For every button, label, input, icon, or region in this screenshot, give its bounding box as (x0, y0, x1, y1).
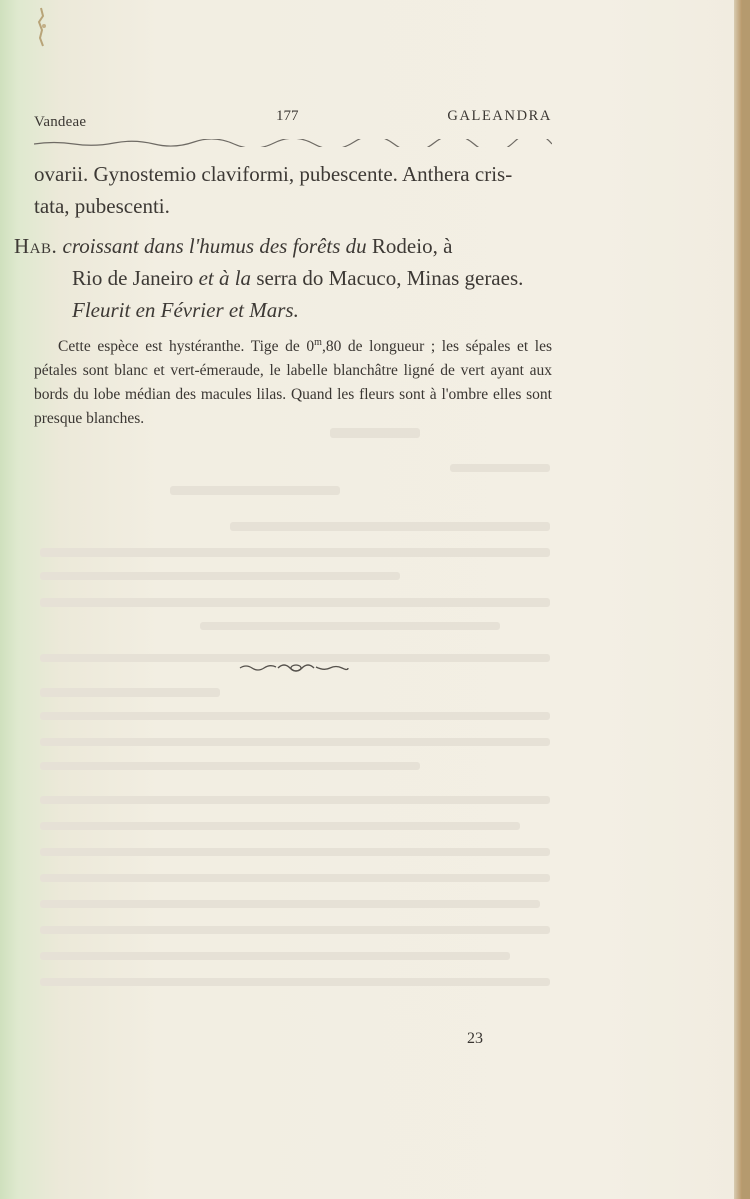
ink-stain-mark (30, 6, 52, 50)
habitat-label: Hab. (14, 234, 58, 258)
habitat-paragraph (14, 230, 554, 326)
note-text-1: Cette espèce est hystéranthe. Tige de 0 (58, 338, 315, 356)
running-head-genus: GALEANDRA (447, 108, 552, 124)
running-head (34, 104, 552, 130)
running-head-section: Vandeae (34, 114, 87, 130)
habitat-text-italic-2: et à la (198, 266, 252, 290)
habitat-locality-1: Rodeio, à (371, 234, 453, 258)
habitat-text-italic-1: croissant dans l'humus des forêts du (57, 234, 372, 258)
description-line-2: tata, pubescenti. (34, 194, 170, 218)
note-superscript: m (314, 337, 322, 348)
running-head-folio: 177 (276, 108, 299, 124)
habitat-locality-3: serra do Macuco, Minas geraes. (251, 266, 524, 290)
fleuron-ornament (238, 661, 350, 675)
flowering-period: Fleurit en Février et Mars. (72, 298, 299, 322)
header-rule (34, 139, 552, 147)
page-edge (734, 0, 742, 1199)
description-line-1: ovarii. Gynostemio claviformi, pubescente. Anthera cris- (34, 162, 513, 186)
description-continuation (34, 158, 554, 222)
note-text-2: ,80 de longueur ; les sépales et les pétales sont blanc et vert-émeraude, le labelle blanchâtre ligné de vert ayant aux bords du lobe médian des macules lilas. Quand les fleurs sont à l'ombre elles sont presque blanches. (34, 338, 553, 428)
habitat-locality-2: Rio de Janeiro (72, 266, 199, 290)
species-note (34, 331, 552, 431)
page-number: 23 (467, 1030, 483, 1047)
